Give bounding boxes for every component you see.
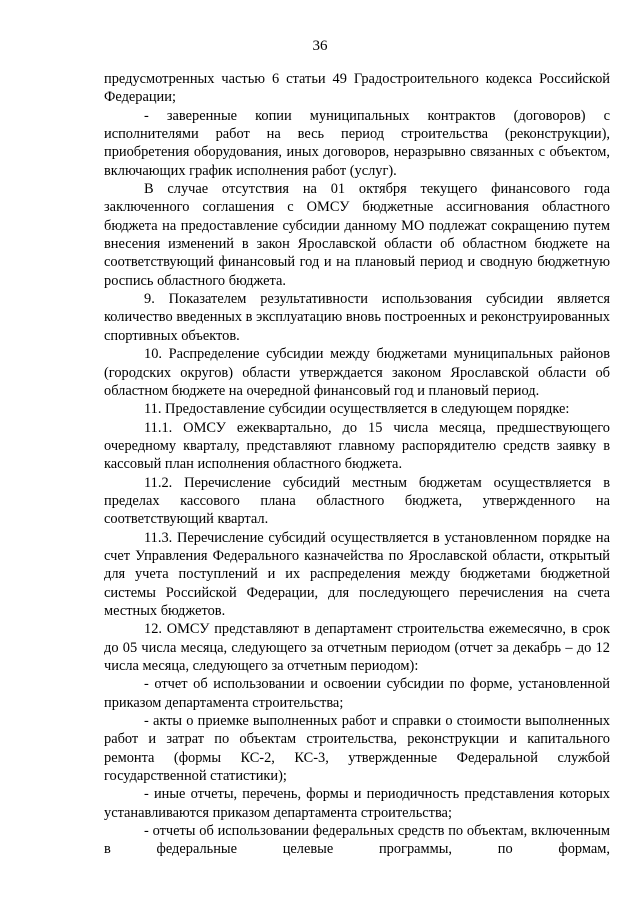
paragraph-9: 11.3. Перечисление субсидий осуществляется в установленном порядке на счет Управления Федерального казначейства по Ярославской области, открытый для учета поступлений и их распределения между бюджетами бюджетной системы Российской Федерации, для последующего перечисления на счета местных бюджетов.	[104, 529, 610, 619]
paragraph-14: - отчеты об использовании федеральных средств по объектам, включенным в федеральные целевые программы, по формам,	[104, 823, 610, 858]
paragraph-7: 11.1. ОМСУ ежеквартально, до 15 числа месяца, предшествующего очередному кварталу, представляют главному распорядителю средств заявку в кассовый план исполнения областного бюджета.	[104, 419, 610, 473]
paragraph-2: - заверенные копии муниципальных контрактов (договоров) с исполнителями работ на весь период строительства (реконструкции), приобретения оборудования, иных договоров, неразрывно связанных с объектом, включающих график исполнения работ (услуг).	[104, 107, 610, 179]
paragraph-3: В случае отсутствия на 01 октября текущего финансового года заключенного соглашения с ОМСУ бюджетные ассигнования областного бюджета на предоставление субсидии данному МО подлежат сокращению путем внесения изменений в закон Ярославской области об областном бюджете на соответствующий финансовый год и на плановый период и сводную бюджетную роспись областного бюджета.	[104, 181, 610, 289]
page-number: 36	[312, 38, 328, 54]
paragraph-1: предусмотренных частью 6 статьи 49 Градостроительного кодекса Российской Федерации;	[104, 71, 610, 106]
paragraph-8: 11.2. Перечисление субсидий местным бюджетам осуществляется в пределах кассового плана областного бюджета, утвержденного на соответствующий квартал.	[104, 474, 610, 528]
paragraph-5: 10. Распределение субсидии между бюджетами муниципальных районов (городских округов) области утверждается законом Ярославской области об областном бюджете на очередной финансовый год и плановый период.	[104, 346, 610, 399]
paragraph-13: - иные отчеты, перечень, формы и периодичность представления которых устанавливаются приказом департамента строительства;	[104, 786, 610, 821]
paragraph-11: - отчет об использовании и освоении субсидии по форме, установленной приказом департамента строительства;	[104, 676, 610, 711]
paragraph-6: 11. Предоставление субсидии осуществляется в следующем порядке:	[144, 401, 570, 418]
paragraph-10: 12. ОМСУ представляют в департамент строительства ежемесячно, в срок до 05 числа месяца, следующего за отчетным периодом (отчет за декабрь – до 12 числа месяца, следующего за отчетным периодом):	[104, 621, 610, 674]
paragraph-12: - акты о приемке выполненных работ и справки о стоимости выполненных работ и затрат по объектам строительства, реконструкции и капитального ремонта (формы КС-2, КС-3, утвержденные Федеральной службой государственной статистики);	[104, 713, 610, 785]
document-body	[104, 70, 610, 859]
paragraph-4: 9. Показателем результативности использования субсидии является количество введенных в эксплуатацию вновь построенных и реконструированных спортивных объектов.	[104, 291, 610, 344]
